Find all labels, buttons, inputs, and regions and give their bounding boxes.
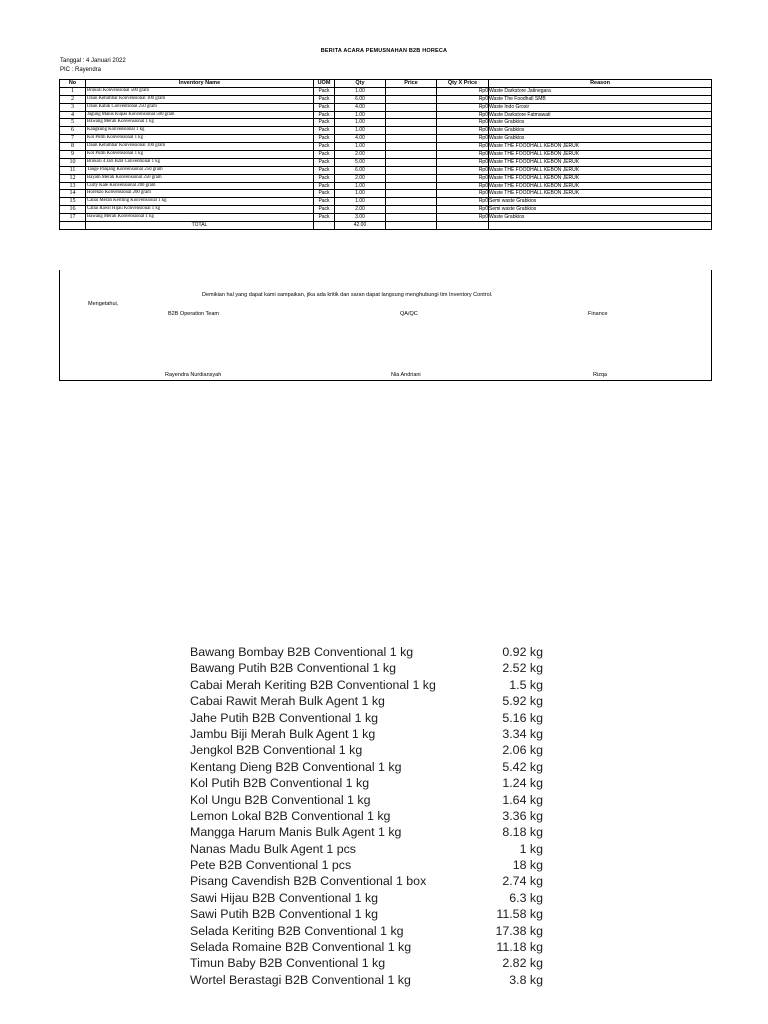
cell-qty-x-price: Rp0 — [437, 143, 489, 151]
table-row — [60, 95, 712, 103]
cell-inventory-name: Cabai Merah Keriting Konvensional 1 kg — [86, 198, 314, 206]
cell-price — [386, 206, 437, 214]
cell-qty-x-price: Rp0 — [437, 214, 489, 222]
cell-inventory-name: Brokoli 4 Jari B2B Conventional 1 kg — [86, 158, 314, 166]
cell-no: 14 — [60, 190, 86, 198]
cell-inventory-name: Cabai Rawit Hijau Konvensional 1 kg — [86, 206, 314, 214]
product-name: Selada Keriting B2B Conventional 1 kg — [190, 923, 404, 938]
table-row — [60, 198, 712, 206]
cell-inventory-name: Bawang Merah Konvensional 1 kg — [86, 214, 314, 222]
cell-qty-x-price: Rp0 — [437, 198, 489, 206]
cell-reason: Waste Darkstore Fatmawati — [489, 111, 712, 119]
list-item — [190, 710, 550, 726]
cell-no: 10 — [60, 158, 86, 166]
cell-reason: Semi waste Grabkios — [489, 206, 712, 214]
cell-qty: 1.00 — [335, 127, 386, 135]
table-row — [60, 143, 712, 151]
cell-qty-x-price: Rp0 — [437, 87, 489, 95]
product-quantity: 1.5 kg — [509, 677, 543, 692]
cell-price — [386, 119, 437, 127]
cell-qty: 4.00 — [335, 103, 386, 111]
list-item — [190, 693, 550, 709]
total-cell-no — [60, 222, 86, 230]
product-name: Sawi Hijau B2B Conventional 1 kg — [190, 890, 379, 905]
cell-uom: Pack — [314, 143, 335, 151]
cell-price — [386, 135, 437, 143]
product-name: Sawi Putih B2B Conventional 1 kg — [190, 907, 379, 922]
list-item — [190, 677, 550, 693]
total-label: TOTAL — [86, 222, 314, 230]
cell-uom: Pack — [314, 182, 335, 190]
product-name: Cabai Rawit Merah Bulk Agent 1 kg — [190, 694, 385, 709]
cell-no: 11 — [60, 166, 86, 174]
cell-qty: 2.00 — [335, 151, 386, 159]
product-quantity: 2.74 kg — [502, 874, 543, 889]
list-item — [190, 923, 550, 939]
cell-qty: 5.00 — [335, 158, 386, 166]
role-qa-qc: QA/QC — [400, 311, 418, 317]
table-row — [60, 166, 712, 174]
cell-inventory-name: Brokoli Konvensional 500 gram — [86, 87, 314, 95]
cell-uom: Pack — [314, 127, 335, 135]
product-name: Jahe Putih B2B Conventional 1 kg — [190, 710, 379, 725]
cell-reason: Waste The Foodhall SMB — [489, 95, 712, 103]
cell-reason: Waste THE FOODHALL KEBON JERUK — [489, 174, 712, 182]
product-name: Pisang Cavendish B2B Conventional 1 box — [190, 874, 427, 889]
cell-uom: Pack — [314, 174, 335, 182]
cell-qty: 2.00 — [335, 206, 386, 214]
cell-inventory-name: Bayam Merah Konvensional 250 gram — [86, 174, 314, 182]
cell-qty: 1.00 — [335, 87, 386, 95]
product-quantity: 11.58 kg — [496, 907, 543, 922]
product-name: Jambu Biji Merah Bulk Agent 1 kg — [190, 726, 376, 741]
product-quantity: 8.18 kg — [502, 825, 543, 840]
product-quantity: 2.52 kg — [502, 661, 543, 676]
cell-no: 2 — [60, 95, 86, 103]
list-item — [190, 824, 550, 840]
product-quantity: 1 kg — [519, 841, 543, 856]
list-item — [190, 792, 550, 808]
list-item — [190, 890, 550, 906]
product-name: Selada Romaine B2B Conventional 1 kg — [190, 940, 412, 955]
list-item — [190, 972, 550, 988]
cell-qty: 1.00 — [335, 182, 386, 190]
cell-no: 9 — [60, 151, 86, 159]
list-item — [190, 906, 550, 922]
cell-no: 7 — [60, 135, 86, 143]
cell-reason: Waste Grabkios — [489, 135, 712, 143]
product-name: Jengkol B2B Conventional 1 kg — [190, 743, 363, 758]
inventory-table-body — [60, 87, 712, 221]
table-row — [60, 87, 712, 95]
list-item — [190, 644, 550, 660]
cell-uom: Pack — [314, 198, 335, 206]
product-quantity: 2.82 kg — [502, 956, 543, 971]
cell-price — [386, 182, 437, 190]
cell-qty-x-price: Rp0 — [437, 158, 489, 166]
pic-line: PIC : Rayendra — [60, 67, 102, 73]
list-item — [190, 742, 550, 758]
cell-qty-x-price: Rp0 — [437, 127, 489, 135]
header-no: No — [60, 80, 86, 88]
cell-qty-x-price: Rp0 — [437, 95, 489, 103]
total-cell-reason — [489, 222, 712, 230]
cell-no: 13 — [60, 182, 86, 190]
cell-price — [386, 214, 437, 222]
cell-qty: 1.00 — [335, 198, 386, 206]
table-row — [60, 214, 712, 222]
cell-inventory-name: Bawang Merah Konvensional 1 kg — [86, 119, 314, 127]
cell-price — [386, 198, 437, 206]
product-name: Kol Putih B2B Conventional 1 kg — [190, 776, 370, 791]
cell-qty: 6.00 — [335, 166, 386, 174]
cell-no: 8 — [60, 143, 86, 151]
cell-price — [386, 151, 437, 159]
table-row — [60, 158, 712, 166]
cell-qty-x-price: Rp0 — [437, 103, 489, 111]
cell-reason: Waste THE FOODHALL KEBON JERUK — [489, 143, 712, 151]
cell-inventory-name: Kangkung Konvensional 1 kg — [86, 127, 314, 135]
cell-reason: Semi waste Grabkios — [489, 198, 712, 206]
product-quantity: 1.64 kg — [502, 792, 543, 807]
product-quantity: 3.34 kg — [502, 726, 543, 741]
closing-statement: Demikian hal yang dapat kami sampaikan, jika ada kritik dan saran dapat langsung menghubungi tim Inventory Control. — [202, 292, 493, 298]
cell-no: 16 — [60, 206, 86, 214]
list-item — [190, 660, 550, 676]
list-item — [190, 955, 550, 971]
total-row — [60, 222, 712, 230]
cell-no: 4 — [60, 111, 86, 119]
list-item — [190, 808, 550, 824]
cell-reason: Waste Grabkios — [489, 214, 712, 222]
cell-inventory-name: Horenzo Konvensional 200 gram — [86, 190, 314, 198]
product-name: Cabai Merah Keriting B2B Conventional 1 kg — [190, 677, 436, 692]
cell-price — [386, 87, 437, 95]
cell-no: 15 — [60, 198, 86, 206]
cell-inventory-name: Kol Putih Konvensional 1 kg — [86, 135, 314, 143]
cell-uom: Pack — [314, 151, 335, 159]
header-uom: UOM — [314, 80, 335, 88]
product-name: Timun Baby B2B Conventional 1 kg — [190, 956, 386, 971]
cell-no: 6 — [60, 127, 86, 135]
product-name: Lemon Lokal B2B Conventional 1 kg — [190, 808, 391, 823]
product-name: Bawang Putih B2B Conventional 1 kg — [190, 661, 396, 676]
header-qty-x-price: Qty X Price — [437, 80, 489, 88]
header-inventory-name: Inventory Name — [86, 80, 314, 88]
cell-no: 5 — [60, 119, 86, 127]
cell-qty: 1.00 — [335, 143, 386, 151]
cell-inventory-name: Daun Ketumbar Konvensional 100 gram — [86, 143, 314, 151]
cell-qty-x-price: Rp0 — [437, 190, 489, 198]
cell-price — [386, 127, 437, 135]
table-row — [60, 135, 712, 143]
list-item — [190, 726, 550, 742]
date-line: Tanggal : 4 Januari 2022 — [60, 58, 126, 64]
cell-qty-x-price: Rp0 — [437, 182, 489, 190]
cell-price — [386, 143, 437, 151]
product-quantity: 5.16 kg — [502, 710, 543, 725]
cell-qty-x-price: Rp0 — [437, 135, 489, 143]
table-row — [60, 127, 712, 135]
cell-no: 1 — [60, 87, 86, 95]
cell-uom: Pack — [314, 95, 335, 103]
product-quantity: 6.3 kg — [509, 890, 543, 905]
role-b2b-operation: B2B Operation Team — [168, 311, 219, 317]
product-name: Nanas Madu Bulk Agent 1 pcs — [190, 841, 356, 856]
table-row — [60, 182, 712, 190]
cell-no: 3 — [60, 103, 86, 111]
product-name: Bawang Bombay B2B Conventional 1 kg — [190, 645, 414, 659]
cell-reason: Waste Indo Grosir — [489, 103, 712, 111]
product-quantity: 11.18 kg — [496, 940, 543, 955]
product-quantity: 1.24 kg — [502, 776, 543, 791]
cell-uom: Pack — [314, 158, 335, 166]
cell-price — [386, 103, 437, 111]
product-name: Pete B2B Conventional 1 pcs — [190, 858, 352, 873]
table-row — [60, 174, 712, 182]
cell-inventory-name: Tauge Panjang Konvensional 250 gram — [86, 166, 314, 174]
total-qty: 42.00 — [335, 222, 386, 230]
cell-inventory-name: Daun Katuk Conventional 250 gram — [86, 103, 314, 111]
product-name: Kol Ungu B2B Conventional 1 kg — [190, 792, 371, 807]
header-qty: Qty — [335, 80, 386, 88]
product-quantity-list — [190, 644, 550, 988]
cell-qty: 1.00 — [335, 190, 386, 198]
list-item — [190, 759, 550, 775]
product-quantity: 3.8 kg — [509, 972, 543, 987]
table-row — [60, 190, 712, 198]
cell-qty-x-price: Rp0 — [437, 206, 489, 214]
list-item — [190, 775, 550, 791]
table-row — [60, 206, 712, 214]
cell-price — [386, 95, 437, 103]
cell-no: 17 — [60, 214, 86, 222]
table-header-row — [60, 80, 712, 88]
cell-price — [386, 158, 437, 166]
cell-qty-x-price: Rp0 — [437, 111, 489, 119]
table-row — [60, 103, 712, 111]
signature-section — [59, 270, 712, 381]
cell-qty-x-price: Rp0 — [437, 119, 489, 127]
cell-qty-x-price: Rp0 — [437, 166, 489, 174]
cell-inventory-name: Jagung Manis Kupas Konvensional 500 gram — [86, 111, 314, 119]
cell-price — [386, 174, 437, 182]
cell-uom: Pack — [314, 119, 335, 127]
cell-reason: Waste THE FOODHALL KEBON JERUK — [489, 182, 712, 190]
acknowledged-label: Mengetahui, — [88, 301, 119, 307]
cell-no: 12 — [60, 174, 86, 182]
cell-qty-x-price: Rp0 — [437, 174, 489, 182]
product-name: Wortel Berastagi B2B Conventional 1 kg — [190, 972, 411, 987]
list-item — [190, 873, 550, 889]
cell-uom: Pack — [314, 135, 335, 143]
cell-qty: 6.00 — [335, 95, 386, 103]
cell-qty: 3.00 — [335, 214, 386, 222]
cell-price — [386, 166, 437, 174]
total-cell-qxp — [437, 222, 489, 230]
cell-reason: Waste THE FOODHALL KEBON JERUK — [489, 151, 712, 159]
cell-inventory-name: Curly Kale Konvensional 200 gram — [86, 182, 314, 190]
product-name: Kentang Dieng B2B Conventional 1 kg — [190, 759, 402, 774]
total-cell-uom — [314, 222, 335, 230]
cell-uom: Pack — [314, 190, 335, 198]
product-quantity: 5.92 kg — [502, 694, 543, 709]
product-quantity: 3.36 kg — [502, 808, 543, 823]
cell-reason: Waste Grabkios — [489, 127, 712, 135]
signatory-b2b-operation: Rayendra Nurdiansyah — [165, 372, 222, 378]
cell-reason: Waste Darkstore Jatinegara — [489, 87, 712, 95]
cell-inventory-name: Kol Putih Konvensional 1 kg — [86, 151, 314, 159]
table-row — [60, 111, 712, 119]
cell-uom: Pack — [314, 87, 335, 95]
list-item — [190, 857, 550, 873]
header-reason: Reason — [489, 80, 712, 88]
role-finance: Finance — [588, 311, 608, 317]
product-name: Mangga Harum Manis Bulk Agent 1 kg — [190, 825, 402, 840]
inventory-table — [59, 79, 712, 230]
signatory-finance: Rizqa — [593, 372, 608, 378]
cell-uom: Pack — [314, 166, 335, 174]
cell-qty-x-price: Rp0 — [437, 151, 489, 159]
product-quantity: 2.06 kg — [502, 743, 543, 758]
list-item — [190, 939, 550, 955]
product-quantity: 18 kg — [512, 858, 543, 873]
product-quantity: 5.42 kg — [502, 759, 543, 774]
list-item — [190, 841, 550, 857]
cell-uom: Pack — [314, 103, 335, 111]
table-row — [60, 119, 712, 127]
table-row — [60, 151, 712, 159]
cell-reason: Waste Grabkios — [489, 119, 712, 127]
document-title: BERITA ACARA PEMUSNAHAN B2B HORECA — [320, 48, 448, 54]
cell-reason: Waste THE FOODHALL KEBON JERUK — [489, 158, 712, 166]
cell-uom: Pack — [314, 214, 335, 222]
cell-uom: Pack — [314, 206, 335, 214]
total-cell-price — [386, 222, 437, 230]
cell-reason: Waste THE FOODHALL KEBON JERUK — [489, 190, 712, 198]
product-quantity: 17.38 kg — [495, 923, 543, 938]
cell-reason: Waste THE FOODHALL KEBON JERUK — [489, 166, 712, 174]
cell-qty: 1.00 — [335, 119, 386, 127]
cell-price — [386, 111, 437, 119]
header-price: Price — [386, 80, 437, 88]
cell-qty: 4.00 — [335, 135, 386, 143]
cell-qty: 1.00 — [335, 111, 386, 119]
signatory-qa-qc: Nia Andriani — [391, 372, 421, 378]
product-quantity: 0.92 kg — [502, 645, 543, 659]
cell-price — [386, 190, 437, 198]
cell-uom: Pack — [314, 111, 335, 119]
cell-inventory-name: Daun Ketumbar Konvensional 100 gram — [86, 95, 314, 103]
cell-qty: 2.00 — [335, 174, 386, 182]
